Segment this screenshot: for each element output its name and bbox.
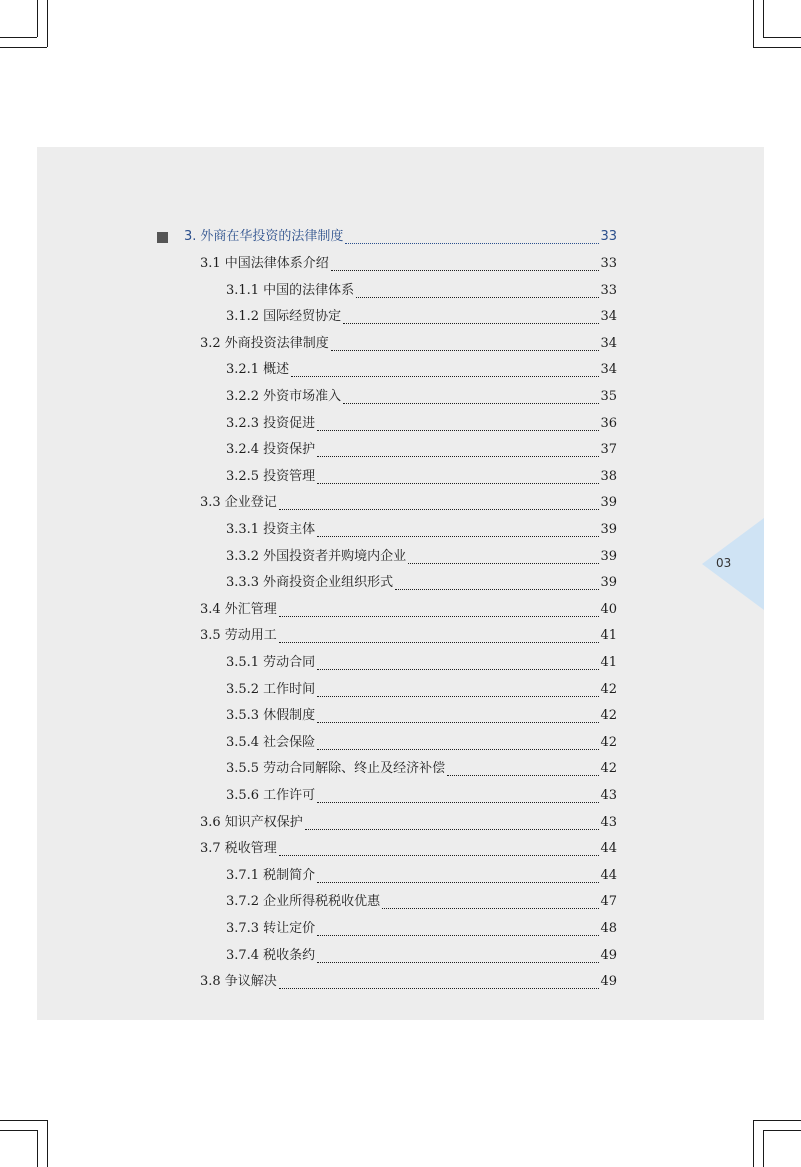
toc-entry-number: 3.2.2 bbox=[226, 389, 260, 404]
toc-entry-number: 3.1.1 bbox=[226, 283, 260, 298]
toc-entry-title: 投资主体 bbox=[263, 522, 316, 537]
toc-entry-title: 投资保护 bbox=[263, 442, 316, 457]
toc-chapter-page: 33 bbox=[600, 229, 617, 244]
toc-entry[interactable] bbox=[226, 733, 617, 753]
toc-entry-page: 39 bbox=[600, 522, 617, 537]
toc-entry-page: 42 bbox=[600, 735, 617, 750]
toc-entry[interactable] bbox=[226, 866, 617, 886]
toc-leader-dots bbox=[356, 297, 599, 298]
toc-leader-dots bbox=[279, 988, 600, 989]
toc-leader-dots bbox=[317, 802, 599, 803]
toc-entry-page: 49 bbox=[600, 974, 617, 989]
toc-entry-page: 35 bbox=[600, 389, 617, 404]
toc-entry-page: 47 bbox=[600, 894, 617, 909]
toc-entry-title: 税收管理 bbox=[224, 841, 277, 856]
toc-entry[interactable] bbox=[226, 786, 617, 806]
toc-leader-dots bbox=[279, 509, 600, 510]
toc-leader-dots bbox=[305, 829, 600, 830]
toc-entry[interactable] bbox=[200, 254, 617, 274]
toc-entry-page: 34 bbox=[600, 336, 617, 351]
toc-entry-page: 34 bbox=[600, 362, 617, 377]
toc-leader-dots bbox=[343, 403, 599, 404]
toc-entry-title: 中国的法律体系 bbox=[263, 283, 355, 298]
toc-entry-number: 3.3.1 bbox=[226, 522, 260, 537]
toc-entry-number: 3.1 bbox=[200, 256, 221, 271]
toc-leader-dots bbox=[317, 669, 599, 670]
toc-entry-page: 49 bbox=[600, 948, 617, 963]
toc-entry-title: 劳动合同解除、终止及经济补偿 bbox=[263, 761, 446, 776]
toc-entry[interactable] bbox=[226, 653, 617, 673]
toc-entry-page: 48 bbox=[600, 921, 617, 936]
toc-entry-title: 工作时间 bbox=[263, 682, 316, 697]
toc-entry-title: 概述 bbox=[263, 362, 290, 377]
toc-entry[interactable] bbox=[226, 919, 617, 939]
toc-entry-page: 44 bbox=[600, 868, 617, 883]
toc-entry[interactable] bbox=[226, 440, 617, 460]
toc-entry-number: 3.7.1 bbox=[226, 868, 260, 883]
toc-entry-page: 44 bbox=[600, 841, 617, 856]
toc-entry-title: 劳动用工 bbox=[224, 628, 277, 643]
toc-entry[interactable] bbox=[226, 680, 617, 700]
toc-entry[interactable] bbox=[226, 946, 617, 966]
toc-leader-dots bbox=[382, 908, 599, 909]
toc-entry-number: 3.2.3 bbox=[226, 416, 260, 431]
chapter-bullet-icon bbox=[157, 232, 168, 243]
toc-entry-title: 知识产权保护 bbox=[224, 815, 303, 830]
toc-entry-number: 3.8 bbox=[200, 974, 221, 989]
toc-entry[interactable] bbox=[226, 387, 617, 407]
toc-leader-dots bbox=[291, 376, 599, 377]
toc-leader-dots bbox=[279, 642, 600, 643]
toc-entry-page: 39 bbox=[600, 575, 617, 590]
toc-entry-page: 36 bbox=[600, 416, 617, 431]
toc-entry-number: 3.3.2 bbox=[226, 549, 260, 564]
toc-entry[interactable] bbox=[200, 626, 617, 646]
toc-leader-dots bbox=[317, 749, 599, 750]
toc-entry-number: 3.3 bbox=[200, 495, 221, 510]
toc-entry-title: 争议解决 bbox=[224, 974, 277, 989]
toc-leader-dots bbox=[343, 323, 599, 324]
toc-leader-dots bbox=[331, 350, 600, 351]
toc-entry-title: 投资促进 bbox=[263, 416, 316, 431]
toc-entry-number: 3.3.3 bbox=[226, 575, 260, 590]
toc-leader-dots bbox=[279, 855, 600, 856]
toc-entry[interactable] bbox=[226, 467, 617, 487]
toc-entry-number: 3.2.5 bbox=[226, 469, 260, 484]
toc-entry[interactable] bbox=[226, 573, 617, 593]
toc-entry-page: 33 bbox=[600, 256, 617, 271]
toc-entry-title: 外资市场准入 bbox=[263, 389, 342, 404]
toc-entry[interactable] bbox=[200, 813, 617, 833]
toc-leader-dots bbox=[317, 882, 599, 883]
toc-entry-title: 外商投资企业组织形式 bbox=[263, 575, 394, 590]
toc-leader-dots bbox=[317, 483, 599, 484]
toc-entry-number: 3.5 bbox=[200, 628, 221, 643]
toc-entry-title: 转让定价 bbox=[263, 921, 316, 936]
toc-entry-title: 国际经贸协定 bbox=[263, 309, 342, 324]
toc-entry-number: 3.5.4 bbox=[226, 735, 260, 750]
toc-entry[interactable] bbox=[226, 547, 617, 567]
toc-entry-number: 3.5.3 bbox=[226, 708, 260, 723]
toc-entry-title: 休假制度 bbox=[263, 708, 316, 723]
toc-entry[interactable] bbox=[226, 759, 617, 779]
toc-leader-dots bbox=[317, 722, 599, 723]
toc-entry[interactable] bbox=[226, 281, 617, 301]
toc-entry-number: 3.5.1 bbox=[226, 655, 260, 670]
toc-leader-dots bbox=[279, 616, 600, 617]
toc-entry-title: 外汇管理 bbox=[224, 602, 277, 617]
toc-entry[interactable] bbox=[226, 520, 617, 540]
toc-entry-title: 社会保险 bbox=[263, 735, 316, 750]
toc-entry-number: 3.6 bbox=[200, 815, 221, 830]
toc-entry-page: 43 bbox=[600, 815, 617, 830]
toc-entry[interactable] bbox=[226, 706, 617, 726]
toc-entry-title: 外国投资者并购境内企业 bbox=[263, 549, 407, 564]
toc-leader-dots bbox=[331, 270, 600, 271]
toc-chapter-title: 外商在华投资的法律制度 bbox=[200, 229, 344, 244]
toc-entry-page: 39 bbox=[600, 495, 617, 510]
toc-entry-title: 工作许可 bbox=[263, 788, 316, 803]
toc-entry-title: 外商投资法律制度 bbox=[224, 336, 329, 351]
toc-entry[interactable] bbox=[200, 334, 617, 354]
toc-entry-page: 42 bbox=[600, 682, 617, 697]
toc-entry-page: 33 bbox=[600, 283, 617, 298]
toc-entry[interactable] bbox=[200, 972, 617, 992]
toc-chapter-number: 3. bbox=[184, 229, 197, 244]
toc-entry-title: 税制简介 bbox=[263, 868, 316, 883]
toc-entry-number: 3.1.2 bbox=[226, 309, 260, 324]
toc-entry-number: 3.7.2 bbox=[226, 894, 260, 909]
toc-entry-number: 3.2.4 bbox=[226, 442, 260, 457]
toc-entry-number: 3.2.1 bbox=[226, 362, 260, 377]
toc-leader-dots bbox=[408, 563, 599, 564]
toc-entry-page: 37 bbox=[600, 442, 617, 457]
toc-entry-number: 3.5.6 bbox=[226, 788, 260, 803]
toc-entry-page: 41 bbox=[600, 655, 617, 670]
toc-entry[interactable] bbox=[200, 493, 617, 513]
toc-entry-page: 41 bbox=[600, 628, 617, 643]
toc-chapter-entry[interactable] bbox=[184, 227, 617, 247]
toc-entry-page: 34 bbox=[600, 309, 617, 324]
toc-entry-number: 3.2 bbox=[200, 336, 221, 351]
chapter-tab-label: 03 bbox=[716, 556, 732, 570]
toc-entry-title: 中国法律体系介绍 bbox=[224, 256, 329, 271]
toc-entry-page: 43 bbox=[600, 788, 617, 803]
toc-entry-page: 38 bbox=[600, 469, 617, 484]
toc-entry[interactable] bbox=[226, 360, 617, 380]
toc-entry[interactable] bbox=[200, 600, 617, 620]
toc-entry-page: 42 bbox=[600, 761, 617, 776]
toc-entry[interactable] bbox=[226, 307, 617, 327]
toc-entry-page: 40 bbox=[600, 602, 617, 617]
toc-entry[interactable] bbox=[226, 892, 617, 912]
toc-leader-dots bbox=[317, 696, 599, 697]
toc-leader-dots bbox=[447, 775, 599, 776]
toc-entry-page: 39 bbox=[600, 549, 617, 564]
toc-entry[interactable] bbox=[200, 839, 617, 859]
toc-leader-dots bbox=[317, 430, 599, 431]
toc-entry-title: 投资管理 bbox=[263, 469, 316, 484]
toc-entry-title: 企业登记 bbox=[224, 495, 277, 510]
toc-leader-dots bbox=[395, 589, 599, 590]
toc-entry-number: 3.5.5 bbox=[226, 761, 260, 776]
toc-entry-title: 劳动合同 bbox=[263, 655, 316, 670]
toc-entry-number: 3.5.2 bbox=[226, 682, 260, 697]
toc-leader-dots bbox=[317, 456, 599, 457]
toc-entry-page: 42 bbox=[600, 708, 617, 723]
toc-leader-dots bbox=[317, 935, 599, 936]
toc-leader-dots bbox=[317, 536, 599, 537]
toc-entry-number: 3.7.4 bbox=[226, 948, 260, 963]
toc-entry-title: 企业所得税税收优惠 bbox=[263, 894, 381, 909]
toc-entry-number: 3.7.3 bbox=[226, 921, 260, 936]
toc-entry-number: 3.4 bbox=[200, 602, 221, 617]
toc-leader-dots bbox=[317, 962, 599, 963]
toc-entry-title: 税收条约 bbox=[263, 948, 316, 963]
toc-entry-number: 3.7 bbox=[200, 841, 221, 856]
toc-entry[interactable] bbox=[226, 414, 617, 434]
toc-leader-dots bbox=[345, 243, 599, 244]
